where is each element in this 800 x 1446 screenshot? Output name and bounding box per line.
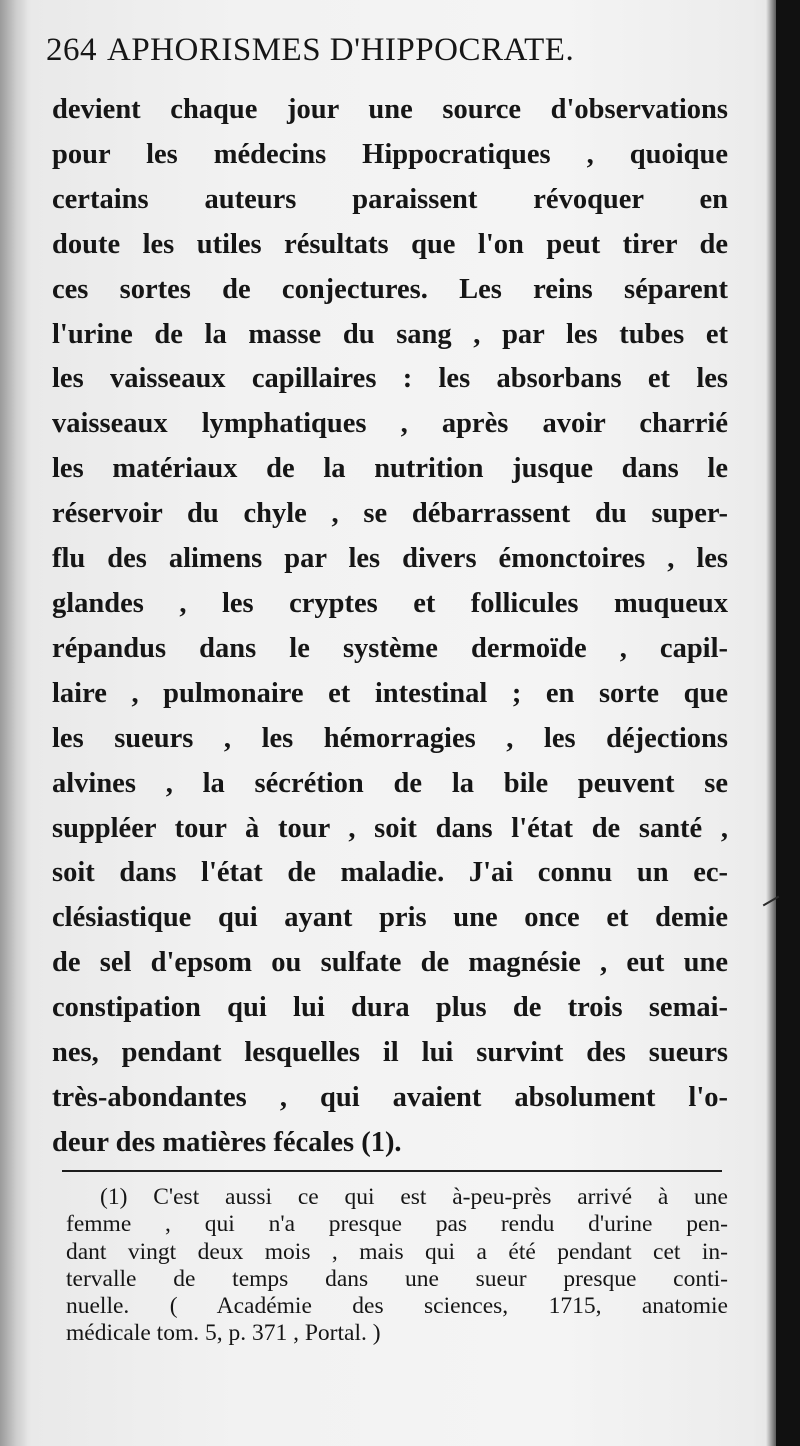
- body-line: les matériaux de la nutrition jusque dans le: [52, 453, 728, 485]
- body-line: répandus dans le système dermoïde , capil-: [52, 632, 728, 664]
- page-edge-fade: [766, 0, 776, 1446]
- body-line: alvines , la sécrétion de la bile peuvent se: [52, 767, 728, 799]
- body-line: pour les médecins Hippocratiques , quoique: [52, 138, 728, 170]
- footnote-line: tervalle de temps dans une sueur presque conti-: [66, 1265, 728, 1292]
- body-line: l'urine de la masse du sang , par les tubes et: [52, 318, 728, 350]
- footnote: [66, 1184, 728, 1348]
- body-line: soit dans l'état de maladie. J'ai connu un ec-: [52, 857, 728, 889]
- body-line: ces sortes de conjectures. Les reins séparent: [52, 273, 728, 305]
- page-number: 264: [46, 32, 97, 68]
- body-line: les sueurs , les hémorragies , les déjections: [52, 722, 728, 754]
- footnote-divider: [62, 1170, 722, 1172]
- body-line: deur des matières fécales (1).: [52, 1126, 402, 1158]
- body-line: glandes , les cryptes et follicules muqueux: [52, 587, 728, 619]
- footnote-line: médicale tom. 5, p. 371 , Portal. ): [66, 1320, 381, 1347]
- page-gutter-shadow: [0, 0, 28, 1446]
- body-line: constipation qui lui dura plus de trois semai-: [52, 992, 728, 1024]
- body-text: [52, 88, 728, 1166]
- body-line: très-abondantes , qui avaient absolument l'o-: [52, 1081, 728, 1113]
- body-line: clésiastique qui ayant pris une once et demie: [52, 902, 728, 934]
- body-line: devient chaque jour une source d'observations: [52, 94, 728, 125]
- body-line: laire , pulmonaire et intestinal ; en sorte que: [52, 677, 728, 709]
- page-edge-dark: [776, 0, 800, 1446]
- body-line: certains auteurs paraissent révoquer en: [52, 183, 728, 215]
- body-line: flu des alimens par les divers émonctoires , les: [52, 543, 728, 575]
- body-line: de sel d'epsom ou sulfate de magnésie , eut une: [52, 947, 728, 979]
- body-line: suppléer tour à tour , soit dans l'état de santé ,: [52, 812, 728, 844]
- footnote-line: (1) C'est aussi ce qui est à-peu-près arrivé à une: [100, 1184, 728, 1210]
- body-line: réservoir du chyle , se débarrassent du super-: [52, 498, 728, 530]
- footnote-line: femme , qui n'a presque pas rendu d'urine pen-: [66, 1211, 728, 1238]
- body-line: nes, pendant lesquelles il lui survint des sueurs: [52, 1037, 728, 1069]
- body-line: vaisseaux lymphatiques , après avoir charrié: [52, 408, 728, 440]
- footnote-line: dant vingt deux mois , mais qui a été pendant cet in-: [66, 1238, 728, 1265]
- footnote-line: nuelle. ( Académie des sciences, 1715, anatomie: [66, 1293, 728, 1320]
- body-line: les vaisseaux capillaires : les absorbans et les: [52, 363, 728, 395]
- body-line: doute les utiles résultats que l'on peut tirer de: [52, 228, 728, 260]
- running-title: APHORISMES D'HIPPOCRATE.: [107, 32, 575, 68]
- running-head: [46, 32, 746, 69]
